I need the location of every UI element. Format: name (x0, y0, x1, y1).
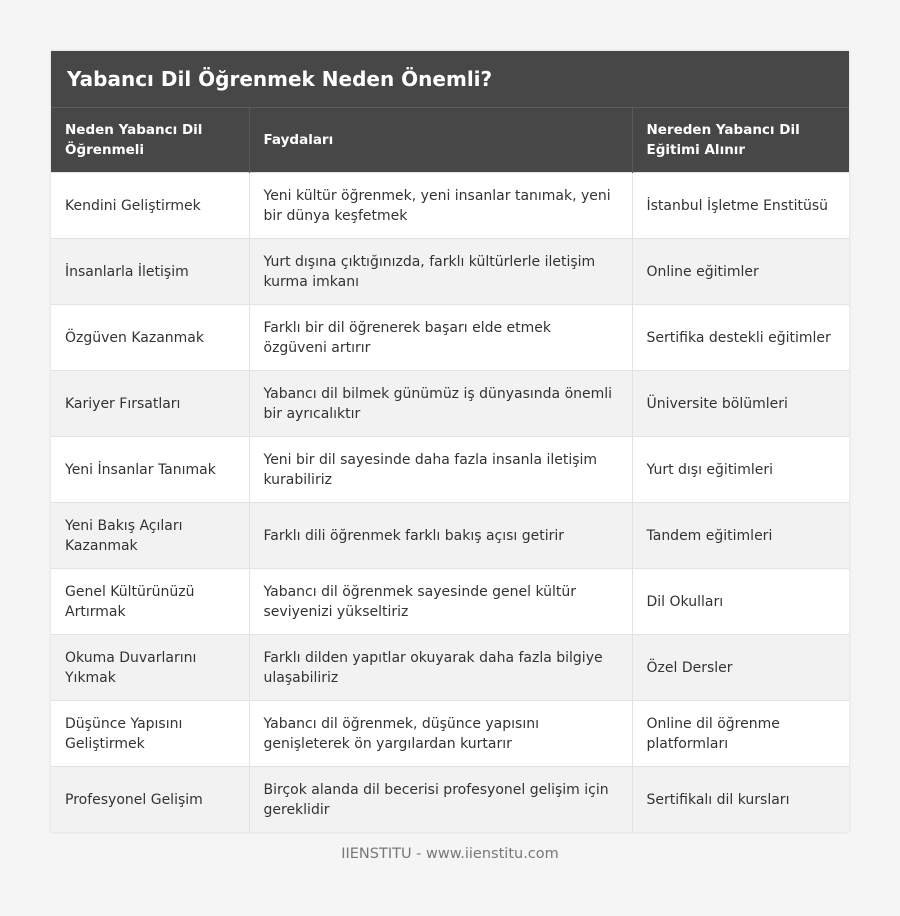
cell-benefit: Yabancı dil öğrenmek, düşünce yapısını genişleterek ön yargılardan kurtarır (249, 701, 632, 767)
cell-benefit: Farklı dilden yapıtlar okuyarak daha fazla bilgiye ulaşabiliriz (249, 635, 632, 701)
cell-reason: Yeni İnsanlar Tanımak (51, 437, 249, 503)
table-row (51, 767, 849, 833)
cell-where: Özel Dersler (632, 635, 849, 701)
cell-reason: Okuma Duvarlarını Yıkmak (51, 635, 249, 701)
cell-reason: Kariyer Fırsatları (51, 371, 249, 437)
column-header-benefits: Faydaları (249, 108, 632, 173)
header-row (51, 108, 849, 173)
cell-where: Üniversite bölümleri (632, 371, 849, 437)
cell-where: Online eğitimler (632, 239, 849, 305)
table-row (51, 503, 849, 569)
column-header-reason: Neden Yabancı Dil Öğrenmeli (51, 108, 249, 173)
cell-where: Tandem eğitimleri (632, 503, 849, 569)
cell-where: Sertifika destekli eğitimler (632, 305, 849, 371)
table-row (51, 569, 849, 635)
cell-benefit: Yabancı dil bilmek günümüz iş dünyasında önemli bir ayrıcalıktır (249, 371, 632, 437)
table-row (51, 635, 849, 701)
table-row (51, 239, 849, 305)
cell-reason: Genel Kültürünüzü Artırmak (51, 569, 249, 635)
footer-credit: IIENSTITU - www.iienstitu.com (341, 846, 559, 862)
table-row (51, 701, 849, 767)
table-row (51, 305, 849, 371)
cell-benefit: Farklı dili öğrenmek farklı bakış açısı getirir (249, 503, 632, 569)
cell-where: İstanbul İşletme Enstitüsü (632, 173, 849, 239)
cell-benefit: Birçok alanda dil becerisi profesyonel gelişim için gereklidir (249, 767, 632, 833)
cell-reason: Profesyonel Gelişim (51, 767, 249, 833)
cell-reason: Yeni Bakış Açıları Kazanmak (51, 503, 249, 569)
table-card (51, 51, 849, 832)
cell-where: Online dil öğrenme platformları (632, 701, 849, 767)
cell-reason: Düşünce Yapısını Geliştirmek (51, 701, 249, 767)
table-row (51, 173, 849, 239)
cell-where: Yurt dışı eğitimleri (632, 437, 849, 503)
table-title: Yabancı Dil Öğrenmek Neden Önemli? (51, 51, 849, 108)
cell-benefit: Yeni bir dil sayesinde daha fazla insanla iletişim kurabiliriz (249, 437, 632, 503)
cell-reason: İnsanlarla İletişim (51, 239, 249, 305)
cell-reason: Özgüven Kazanmak (51, 305, 249, 371)
cell-benefit: Yeni kültür öğrenmek, yeni insanlar tanımak, yeni bir dünya keşfetmek (249, 173, 632, 239)
column-header-where: Nereden Yabancı Dil Eğitimi Alınır (632, 108, 849, 173)
cell-where: Dil Okulları (632, 569, 849, 635)
cell-benefit: Farklı bir dil öğrenerek başarı elde etmek özgüveni artırır (249, 305, 632, 371)
cell-reason: Kendini Geliştirmek (51, 173, 249, 239)
cell-where: Sertifikalı dil kursları (632, 767, 849, 833)
data-table (51, 108, 849, 832)
table-row (51, 437, 849, 503)
cell-benefit: Yurt dışına çıktığınızda, farklı kültürlerle iletişim kurma imkanı (249, 239, 632, 305)
cell-benefit: Yabancı dil öğrenmek sayesinde genel kültür seviyenizi yükseltiriz (249, 569, 632, 635)
table-row (51, 371, 849, 437)
